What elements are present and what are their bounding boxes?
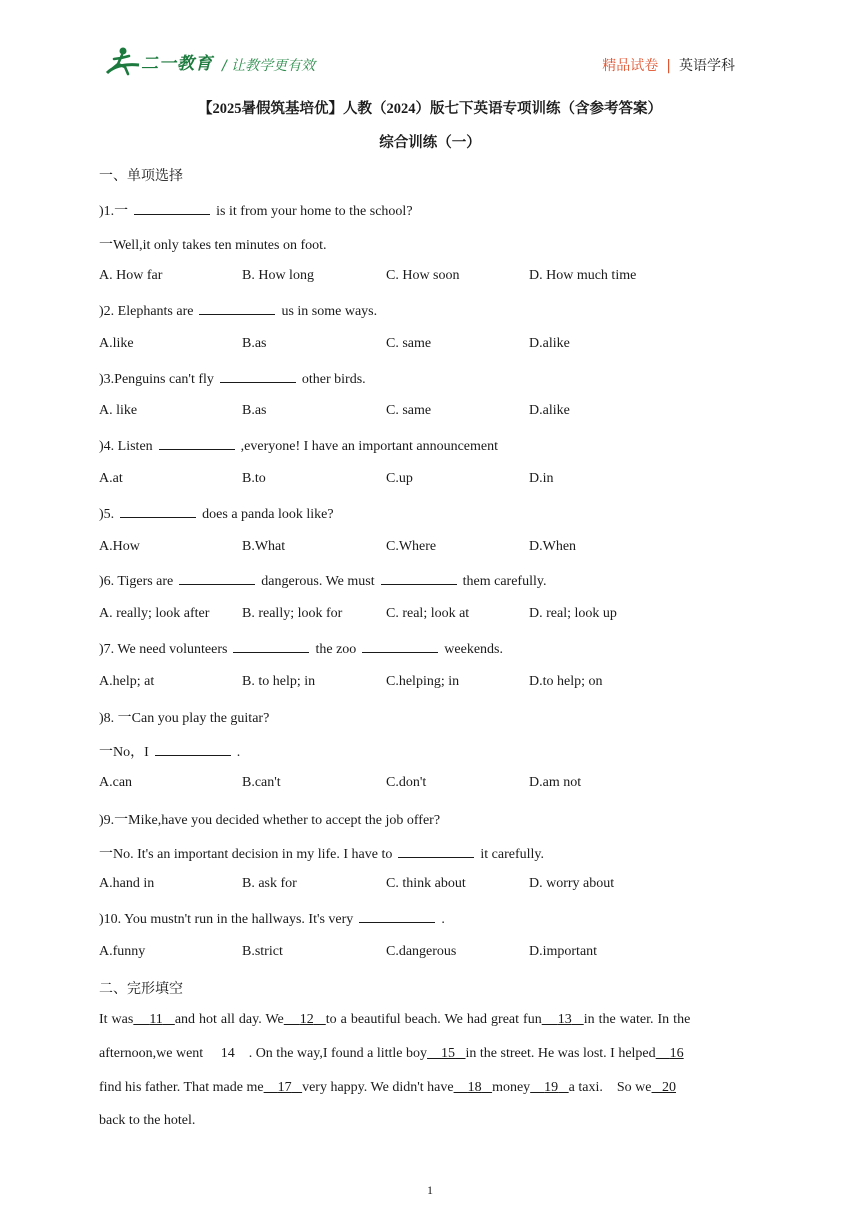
answer-blank[interactable]: [398, 845, 474, 858]
cloze-blank-15[interactable]: 15: [441, 1046, 456, 1061]
question-1-answer-line: 一Well,it only takes ten minutes on foot.: [99, 238, 327, 253]
cloze-blank-16[interactable]: 16: [669, 1046, 684, 1061]
answer-blank[interactable]: [155, 743, 231, 756]
option-c[interactable]: C. same: [386, 403, 432, 418]
option-d[interactable]: D. How much time: [529, 268, 637, 283]
cloze-blank-11[interactable]: 11: [149, 1012, 163, 1027]
answer-blank[interactable]: [134, 202, 210, 215]
option-d[interactable]: D.am not: [529, 775, 582, 790]
header-tags: [602, 55, 735, 75]
option-c[interactable]: C.don't: [386, 775, 427, 790]
cloze-blank-18[interactable]: 18: [467, 1080, 482, 1095]
logo: [103, 45, 215, 79]
question-9-answer-line: 一No. It's an important decision in my life. I have to it carefully.: [99, 847, 544, 862]
question-7: )7. We need volunteers the zoo weekends.: [99, 642, 503, 657]
option-c[interactable]: C.up: [386, 471, 413, 486]
answer-blank[interactable]: [220, 370, 296, 383]
answer-blank[interactable]: [362, 640, 438, 653]
cloze-line-3: find his father. That made me 17 very happy. We didn't have 18 money 19 a taxi. So we 20: [99, 1080, 677, 1095]
option-d[interactable]: D.alike: [529, 336, 570, 351]
answer-blank[interactable]: [359, 910, 435, 923]
option-c[interactable]: C. How soon: [386, 268, 460, 283]
question-2: )2. Elephants are us in some ways.: [99, 304, 378, 319]
document-title: 【2025暑假筑基培优】人教（2024）版七下英语专项训练（含参考答案）: [198, 101, 662, 117]
option-d[interactable]: D. real; look up: [529, 606, 617, 621]
option-c[interactable]: C. real; look at: [386, 606, 470, 621]
answer-blank[interactable]: [120, 505, 196, 518]
option-c[interactable]: C.helping; in: [386, 674, 460, 689]
option-b[interactable]: B.can't: [242, 775, 281, 790]
answer-blank[interactable]: [159, 437, 235, 450]
option-a[interactable]: A.How: [99, 539, 140, 554]
option-b[interactable]: B. to help; in: [242, 674, 316, 689]
section-heading-cloze: 二、完形填空: [99, 981, 183, 997]
question-1: )1.一 is it from your home to the school?: [99, 204, 413, 219]
question-10: )10. You mustn't run in the hallways. It's very .: [99, 912, 445, 927]
question-8: )8. 一Can you play the guitar?: [99, 711, 270, 726]
option-a[interactable]: A.help; at: [99, 674, 155, 689]
answer-blank[interactable]: [199, 302, 275, 315]
option-a[interactable]: A. How far: [99, 268, 163, 283]
option-a[interactable]: A.funny: [99, 944, 146, 959]
page-number: 1: [427, 1183, 433, 1197]
answer-blank[interactable]: [179, 572, 255, 585]
logo-text: 二一教育: [141, 54, 213, 74]
option-d[interactable]: D.alike: [529, 403, 570, 418]
option-d[interactable]: D.in: [529, 471, 554, 486]
cloze-blank-14[interactable]: 14: [220, 1046, 235, 1061]
question-3: )3.Penguins can't fly other birds.: [99, 372, 366, 387]
page-header: [0, 0, 860, 80]
option-c[interactable]: C. think about: [386, 876, 466, 891]
document-subtitle: 综合训练（一）: [379, 135, 481, 151]
option-a[interactable]: A.at: [99, 471, 123, 486]
option-c[interactable]: C.dangerous: [386, 944, 457, 959]
option-c[interactable]: C. same: [386, 336, 432, 351]
question-9: )9.一Mike,have you decided whether to accept the job offer?: [99, 813, 441, 828]
cloze-line-2: afternoon,we went 14 . On the way,I found a little boy 15 in the street. He was lost. I helped 16: [99, 1046, 684, 1061]
option-b[interactable]: B.to: [242, 471, 266, 486]
tag-premium: 精品试卷: [602, 58, 659, 74]
cloze-blank-17[interactable]: 17: [277, 1080, 292, 1095]
cloze-blank-20[interactable]: 20: [662, 1080, 677, 1095]
slogan: / 让教学更有效: [222, 58, 316, 74]
cloze-blank-19[interactable]: 19: [544, 1080, 559, 1095]
option-b[interactable]: B.as: [242, 336, 267, 351]
option-a[interactable]: A.can: [99, 775, 133, 790]
cloze-blank-12[interactable]: 12: [299, 1012, 314, 1027]
option-c[interactable]: C.Where: [386, 539, 437, 554]
cloze-blank-13[interactable]: 13: [557, 1012, 572, 1027]
option-d[interactable]: D. worry about: [529, 876, 615, 891]
option-d[interactable]: D.When: [529, 539, 577, 554]
option-a[interactable]: A. like: [99, 403, 138, 418]
option-b[interactable]: B.as: [242, 403, 267, 418]
option-d[interactable]: D.important: [529, 944, 598, 959]
option-b[interactable]: B. really; look for: [242, 606, 343, 621]
option-d[interactable]: D.to help; on: [529, 674, 603, 689]
option-b[interactable]: B.What: [242, 539, 286, 554]
cloze-line-4: back to the hotel.: [99, 1113, 196, 1128]
cloze-line-1: It was 11 and hot all day. We 12 to a beautiful beach. We had great fun 13 in the water. In the: [99, 1012, 691, 1027]
question-8-answer-line: 一No，I .: [99, 745, 241, 760]
runner-logo-icon: [103, 45, 143, 79]
header-separator: |: [666, 58, 671, 74]
option-a[interactable]: A. really; look after: [99, 606, 210, 621]
answer-blank[interactable]: [233, 640, 309, 653]
option-b[interactable]: B.strict: [242, 944, 283, 959]
option-a[interactable]: A.hand in: [99, 876, 155, 891]
tag-subject: 英语学科: [679, 58, 735, 74]
question-5: )5. does a panda look like?: [99, 507, 334, 522]
question-4: )4. Listen ,everyone! I have an important announcement: [99, 439, 498, 454]
question-6: )6. Tigers are dangerous. We must them carefully.: [99, 574, 547, 589]
option-b[interactable]: B. How long: [242, 268, 314, 283]
option-a[interactable]: A.like: [99, 336, 134, 351]
answer-blank[interactable]: [381, 572, 457, 585]
section-heading-choice: 一、单项选择: [99, 168, 183, 184]
option-b[interactable]: B. ask for: [242, 876, 297, 891]
